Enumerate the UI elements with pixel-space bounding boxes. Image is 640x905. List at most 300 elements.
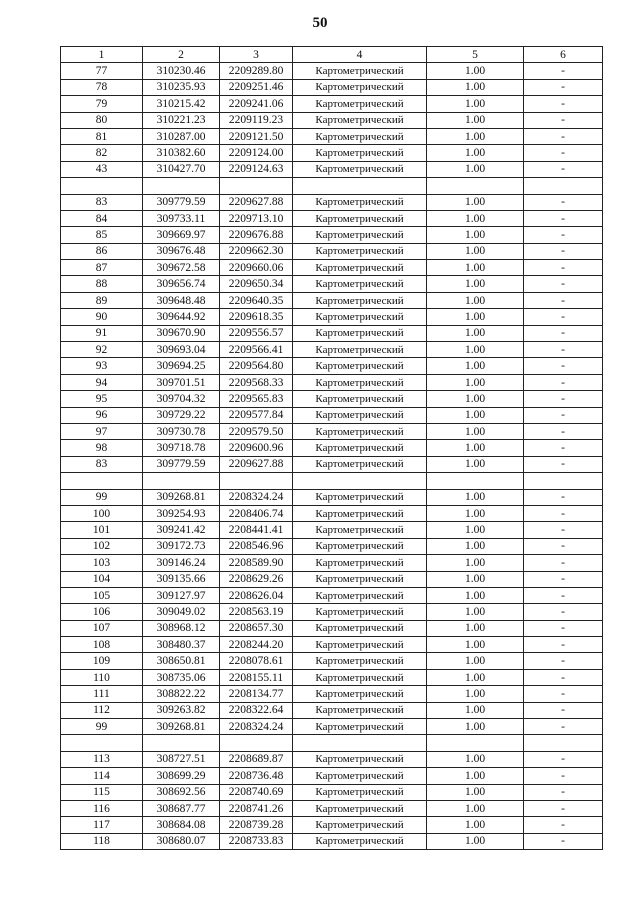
accuracy-cell: 1.00 [427,96,524,112]
point-number-cell: 102 [61,538,143,554]
x-coordinate-cell: 309644.92 [143,309,220,325]
x-coordinate-cell [143,735,220,751]
point-number-cell: 105 [61,587,143,603]
method-cell: Картометрический [293,309,427,325]
point-number-cell: 97 [61,423,143,439]
note-cell: - [524,309,603,325]
y-coordinate-cell: 2209121.50 [220,128,293,144]
note-cell: - [524,128,603,144]
point-number-cell: 89 [61,292,143,308]
note-cell: - [524,702,603,718]
x-coordinate-cell: 310221.23 [143,112,220,128]
note-cell: - [524,784,603,800]
accuracy-cell: 1.00 [427,128,524,144]
method-cell: Картометрический [293,817,427,833]
point-number-cell: 79 [61,96,143,112]
method-cell: Картометрический [293,325,427,341]
method-cell: Картометрический [293,161,427,177]
accuracy-cell: 1.00 [427,817,524,833]
table-row [61,522,603,538]
note-cell: - [524,768,603,784]
note-cell: - [524,161,603,177]
x-coordinate-cell [143,178,220,194]
note-cell: - [524,833,603,849]
y-coordinate-cell [220,473,293,489]
x-coordinate-cell: 309779.59 [143,456,220,472]
note-cell: - [524,374,603,390]
accuracy-cell: 1.00 [427,555,524,571]
point-number-cell: 94 [61,374,143,390]
accuracy-cell: 1.00 [427,768,524,784]
y-coordinate-cell: 2208740.69 [220,784,293,800]
y-coordinate-cell: 2208324.24 [220,489,293,505]
y-coordinate-cell: 2209566.41 [220,342,293,358]
table-row [61,128,603,144]
accuracy-cell: 1.00 [427,210,524,226]
x-coordinate-cell: 308968.12 [143,620,220,636]
method-cell: Картометрический [293,538,427,554]
accuracy-cell: 1.00 [427,522,524,538]
y-coordinate-cell: 2208629.26 [220,571,293,587]
accuracy-cell: 1.00 [427,669,524,685]
method-cell: Картометрический [293,260,427,276]
note-cell: - [524,79,603,95]
point-number-cell: 91 [61,325,143,341]
y-coordinate-cell: 2209650.34 [220,276,293,292]
note-cell: - [524,587,603,603]
accuracy-cell: 1.00 [427,112,524,128]
accuracy-cell: 1.00 [427,538,524,554]
accuracy-cell: 1.00 [427,63,524,79]
table-row [61,342,603,358]
table-row [61,686,603,702]
accuracy-cell: 1.00 [427,309,524,325]
y-coordinate-cell: 2208078.61 [220,653,293,669]
table-row [61,407,603,423]
method-cell: Картометрический [293,653,427,669]
point-number-cell: 99 [61,719,143,735]
column-header: 3 [220,47,293,63]
note-cell: - [524,456,603,472]
method-cell: Картометрический [293,555,427,571]
point-number-cell: 86 [61,243,143,259]
method-cell: Картометрический [293,96,427,112]
point-number-cell: 114 [61,768,143,784]
method-cell: Картометрический [293,637,427,653]
method-cell: Картометрический [293,620,427,636]
note-cell: - [524,719,603,735]
point-number-cell [61,178,143,194]
accuracy-cell: 1.00 [427,227,524,243]
table-row [61,145,603,161]
accuracy-cell: 1.00 [427,784,524,800]
table-row [61,751,603,767]
note-cell: - [524,555,603,571]
table-row [61,112,603,128]
x-coordinate-cell: 309670.90 [143,325,220,341]
note-cell: - [524,522,603,538]
table-row [61,374,603,390]
accuracy-cell: 1.00 [427,833,524,849]
y-coordinate-cell: 2208626.04 [220,587,293,603]
point-number-cell: 112 [61,702,143,718]
point-number-cell: 81 [61,128,143,144]
accuracy-cell [427,473,524,489]
y-coordinate-cell: 2209124.00 [220,145,293,161]
accuracy-cell: 1.00 [427,800,524,816]
y-coordinate-cell: 2209241.06 [220,96,293,112]
x-coordinate-cell: 309049.02 [143,604,220,620]
x-coordinate-cell: 309704.32 [143,391,220,407]
method-cell: Картометрический [293,243,427,259]
note-cell: - [524,145,603,161]
method-cell: Картометрический [293,440,427,456]
note-cell [524,735,603,751]
accuracy-cell: 1.00 [427,505,524,521]
point-number-cell: 85 [61,227,143,243]
x-coordinate-cell: 309693.04 [143,342,220,358]
note-cell: - [524,817,603,833]
y-coordinate-cell: 2209618.35 [220,309,293,325]
x-coordinate-cell: 310427.70 [143,161,220,177]
table-row [61,79,603,95]
table-row [61,505,603,521]
table-row [61,637,603,653]
table-row [61,391,603,407]
point-number-cell [61,735,143,751]
y-coordinate-cell: 2209251.46 [220,79,293,95]
note-cell: - [524,489,603,505]
y-coordinate-cell: 2209119.23 [220,112,293,128]
point-number-cell: 90 [61,309,143,325]
accuracy-cell: 1.00 [427,260,524,276]
x-coordinate-cell: 310230.46 [143,63,220,79]
point-number-cell: 82 [61,145,143,161]
accuracy-cell: 1.00 [427,604,524,620]
table-row [61,161,603,177]
table-row [61,243,603,259]
note-cell: - [524,407,603,423]
accuracy-cell: 1.00 [427,686,524,702]
accuracy-cell: 1.00 [427,423,524,439]
point-number-cell: 118 [61,833,143,849]
y-coordinate-cell: 2208741.26 [220,800,293,816]
accuracy-cell: 1.00 [427,292,524,308]
accuracy-cell: 1.00 [427,702,524,718]
accuracy-cell: 1.00 [427,194,524,210]
accuracy-cell [427,178,524,194]
method-cell: Картометрический [293,79,427,95]
point-number-cell: 43 [61,161,143,177]
point-number-cell: 108 [61,637,143,653]
x-coordinate-cell: 309172.73 [143,538,220,554]
table-row [61,784,603,800]
point-number-cell: 113 [61,751,143,767]
note-cell: - [524,63,603,79]
method-cell: Картометрический [293,374,427,390]
accuracy-cell: 1.00 [427,637,524,653]
point-number-cell: 95 [61,391,143,407]
y-coordinate-cell: 2208733.83 [220,833,293,849]
method-cell: Картометрический [293,227,427,243]
method-cell: Картометрический [293,423,427,439]
y-coordinate-cell: 2208406.74 [220,505,293,521]
method-cell: Картометрический [293,407,427,423]
note-cell: - [524,243,603,259]
table-row [61,276,603,292]
table-row [61,227,603,243]
y-coordinate-cell: 2209676.88 [220,227,293,243]
point-number-cell: 104 [61,571,143,587]
x-coordinate-cell: 308687.77 [143,800,220,816]
note-cell: - [524,276,603,292]
point-number-cell: 107 [61,620,143,636]
method-cell: Картометрический [293,112,427,128]
method-cell: Картометрический [293,604,427,620]
y-coordinate-cell: 2208441.41 [220,522,293,538]
table-row [61,800,603,816]
x-coordinate-cell: 308727.51 [143,751,220,767]
table-row [61,178,603,194]
table-row [61,768,603,784]
table-row [61,669,603,685]
x-coordinate-cell: 309656.74 [143,276,220,292]
y-coordinate-cell: 2208324.24 [220,719,293,735]
table-row [61,555,603,571]
table-row [61,456,603,472]
method-cell [293,178,427,194]
point-number-cell: 103 [61,555,143,571]
table-row [61,719,603,735]
table-row [61,440,603,456]
accuracy-cell: 1.00 [427,374,524,390]
x-coordinate-cell: 308684.08 [143,817,220,833]
method-cell: Картометрический [293,358,427,374]
note-cell: - [524,440,603,456]
x-coordinate-cell: 309268.81 [143,719,220,735]
accuracy-cell: 1.00 [427,325,524,341]
method-cell: Картометрический [293,587,427,603]
method-cell: Картометрический [293,571,427,587]
x-coordinate-cell: 309701.51 [143,374,220,390]
table-row [61,194,603,210]
note-cell: - [524,505,603,521]
method-cell: Картометрический [293,128,427,144]
point-number-cell: 83 [61,194,143,210]
table-row [61,604,603,620]
point-number-cell: 84 [61,210,143,226]
table-row [61,817,603,833]
point-number-cell: 78 [61,79,143,95]
point-number-cell: 106 [61,604,143,620]
accuracy-cell: 1.00 [427,161,524,177]
table-row [61,702,603,718]
accuracy-cell: 1.00 [427,440,524,456]
table-row [61,735,603,751]
method-cell: Картометрический [293,800,427,816]
table-row [61,571,603,587]
y-coordinate-cell: 2209579.50 [220,423,293,439]
accuracy-cell: 1.00 [427,342,524,358]
y-coordinate-cell: 2208657.30 [220,620,293,636]
x-coordinate-cell: 310287.00 [143,128,220,144]
accuracy-cell: 1.00 [427,276,524,292]
table-row [61,473,603,489]
method-cell: Картометрический [293,489,427,505]
x-coordinate-cell: 310215.42 [143,96,220,112]
y-coordinate-cell: 2209662.30 [220,243,293,259]
y-coordinate-cell: 2209568.33 [220,374,293,390]
method-cell: Картометрический [293,342,427,358]
table-row [61,587,603,603]
accuracy-cell: 1.00 [427,751,524,767]
column-header: 1 [61,47,143,63]
table-row [61,620,603,636]
table-row [61,292,603,308]
table-row [61,833,603,849]
table-row [61,358,603,374]
table-row [61,63,603,79]
y-coordinate-cell: 2209577.84 [220,407,293,423]
method-cell: Картометрический [293,505,427,521]
method-cell: Картометрический [293,784,427,800]
point-number-cell: 92 [61,342,143,358]
y-coordinate-cell: 2208244.20 [220,637,293,653]
coordinates-table [60,46,603,850]
y-coordinate-cell: 2209660.06 [220,260,293,276]
y-coordinate-cell: 2209627.88 [220,194,293,210]
method-cell: Картометрический [293,833,427,849]
note-cell: - [524,538,603,554]
y-coordinate-cell: 2209564.80 [220,358,293,374]
method-cell: Картометрический [293,145,427,161]
accuracy-cell: 1.00 [427,456,524,472]
x-coordinate-cell: 309648.48 [143,292,220,308]
method-cell: Картометрический [293,63,427,79]
accuracy-cell: 1.00 [427,571,524,587]
note-cell: - [524,112,603,128]
x-coordinate-cell: 309718.78 [143,440,220,456]
note-cell: - [524,227,603,243]
accuracy-cell: 1.00 [427,587,524,603]
x-coordinate-cell: 308822.22 [143,686,220,702]
point-number-cell: 117 [61,817,143,833]
point-number-cell: 80 [61,112,143,128]
point-number-cell: 110 [61,669,143,685]
y-coordinate-cell [220,735,293,751]
y-coordinate-cell: 2209713.10 [220,210,293,226]
table-header-row [61,47,603,63]
point-number-cell: 88 [61,276,143,292]
column-header: 2 [143,47,220,63]
y-coordinate-cell: 2208736.48 [220,768,293,784]
x-coordinate-cell: 309676.48 [143,243,220,259]
method-cell: Картометрический [293,210,427,226]
method-cell: Картометрический [293,768,427,784]
accuracy-cell: 1.00 [427,489,524,505]
x-coordinate-cell: 309268.81 [143,489,220,505]
method-cell: Картометрический [293,669,427,685]
table-row [61,538,603,554]
x-coordinate-cell: 308699.29 [143,768,220,784]
x-coordinate-cell: 309694.25 [143,358,220,374]
x-coordinate-cell: 308480.37 [143,637,220,653]
accuracy-cell: 1.00 [427,358,524,374]
table-row [61,309,603,325]
note-cell [524,473,603,489]
x-coordinate-cell: 309669.97 [143,227,220,243]
point-number-cell: 96 [61,407,143,423]
y-coordinate-cell: 2208134.77 [220,686,293,702]
x-coordinate-cell [143,473,220,489]
y-coordinate-cell: 2208563.19 [220,604,293,620]
y-coordinate-cell: 2209565.83 [220,391,293,407]
note-cell: - [524,260,603,276]
method-cell: Картометрический [293,702,427,718]
method-cell: Картометрический [293,276,427,292]
note-cell: - [524,604,603,620]
accuracy-cell: 1.00 [427,79,524,95]
table-row [61,96,603,112]
x-coordinate-cell: 309733.11 [143,210,220,226]
accuracy-cell: 1.00 [427,391,524,407]
note-cell: - [524,637,603,653]
point-number-cell: 83 [61,456,143,472]
y-coordinate-cell [220,178,293,194]
x-coordinate-cell: 309672.58 [143,260,220,276]
note-cell: - [524,96,603,112]
note-cell: - [524,669,603,685]
note-cell: - [524,800,603,816]
accuracy-cell: 1.00 [427,719,524,735]
x-coordinate-cell: 309127.97 [143,587,220,603]
y-coordinate-cell: 2209640.35 [220,292,293,308]
column-header: 6 [524,47,603,63]
point-number-cell: 109 [61,653,143,669]
accuracy-cell [427,735,524,751]
table-row [61,653,603,669]
x-coordinate-cell: 309779.59 [143,194,220,210]
note-cell: - [524,620,603,636]
note-cell: - [524,292,603,308]
note-cell: - [524,358,603,374]
x-coordinate-cell: 309241.42 [143,522,220,538]
point-number-cell: 87 [61,260,143,276]
column-header: 5 [427,47,524,63]
note-cell: - [524,751,603,767]
method-cell: Картометрический [293,751,427,767]
note-cell [524,178,603,194]
y-coordinate-cell: 2209124.63 [220,161,293,177]
y-coordinate-cell: 2208322.64 [220,702,293,718]
note-cell: - [524,391,603,407]
accuracy-cell: 1.00 [427,620,524,636]
page-number: 50 [312,15,328,31]
y-coordinate-cell: 2209289.80 [220,63,293,79]
x-coordinate-cell: 309730.78 [143,423,220,439]
point-number-cell: 111 [61,686,143,702]
note-cell: - [524,686,603,702]
point-number-cell: 77 [61,63,143,79]
y-coordinate-cell: 2208739.28 [220,817,293,833]
x-coordinate-cell: 309263.82 [143,702,220,718]
y-coordinate-cell: 2208546.96 [220,538,293,554]
note-cell: - [524,342,603,358]
point-number-cell: 98 [61,440,143,456]
column-header: 4 [293,47,427,63]
x-coordinate-cell: 308692.56 [143,784,220,800]
note-cell: - [524,653,603,669]
